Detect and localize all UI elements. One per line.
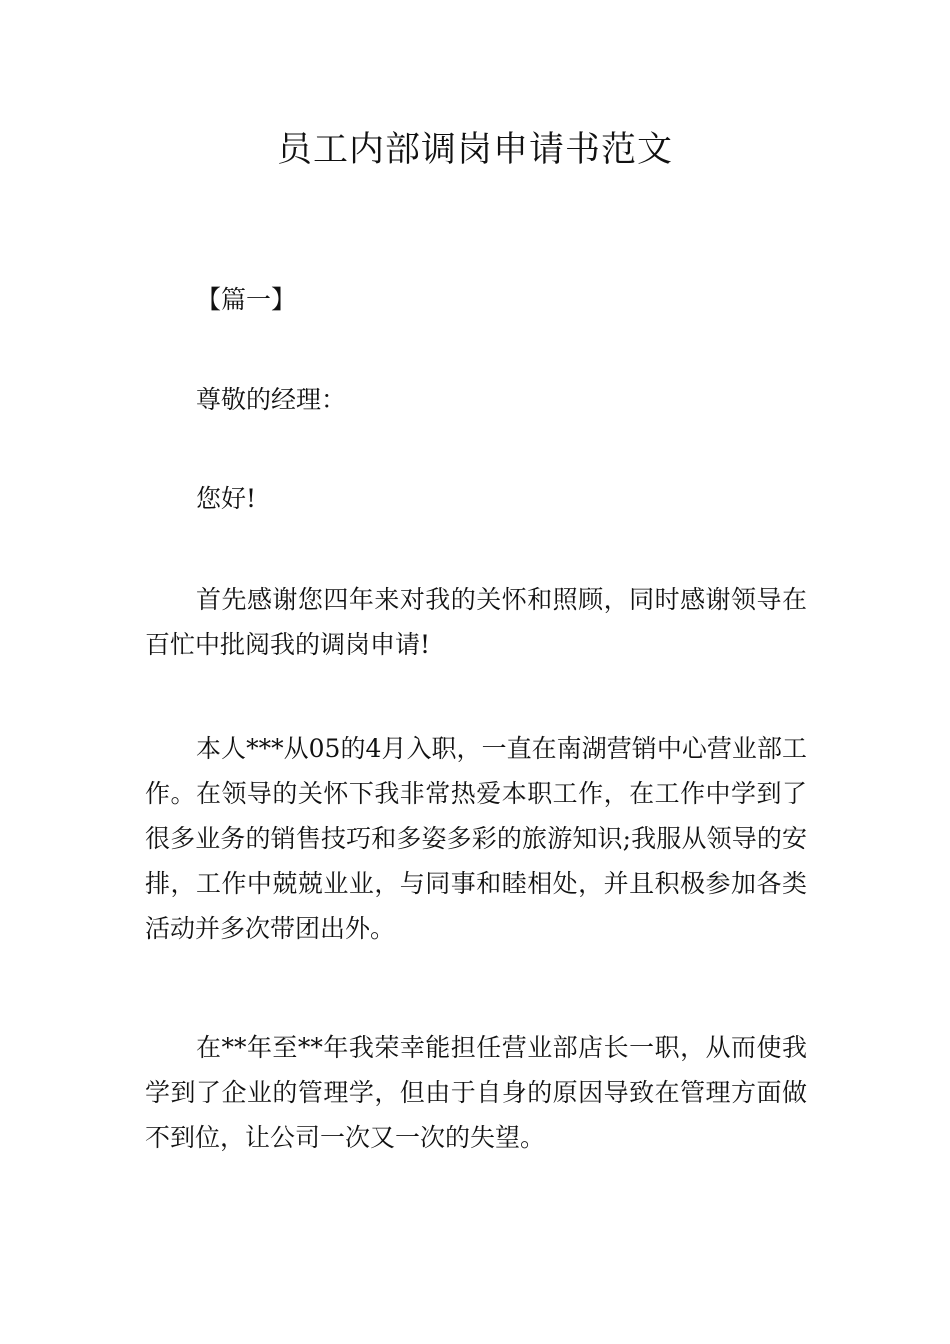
document-title: 员工内部调岗申请书范文: [276, 130, 673, 170]
paragraph-thanks: 首先感谢您四年来对我的关怀和照顾，同时感谢领导在百忙中批阅我的调岗申请!: [145, 585, 807, 659]
paragraph-management: 在**年至**年我荣幸能担任营业部店长一职，从而使我学到了企业的管理学，但由于自身的原因导致在管理方面做不到位，让公司一次又一次的失望。: [145, 1033, 807, 1152]
section-label: 【篇一】: [196, 285, 297, 314]
greeting: 您好!: [196, 484, 257, 513]
paragraph-background: 本人***从05的4月入职，一直在南湖营销中心营业部工作。在领导的关怀下我非常热爱本职工作，在工作中学到了很多业务的销售技巧和多姿多彩的旅游知识;我服从领导的安排，工作中兢兢业业，与同事和睦相处，并且积极参加各类活动并多次带团出外。: [145, 734, 807, 943]
salutation: 尊敬的经理：: [196, 385, 347, 414]
